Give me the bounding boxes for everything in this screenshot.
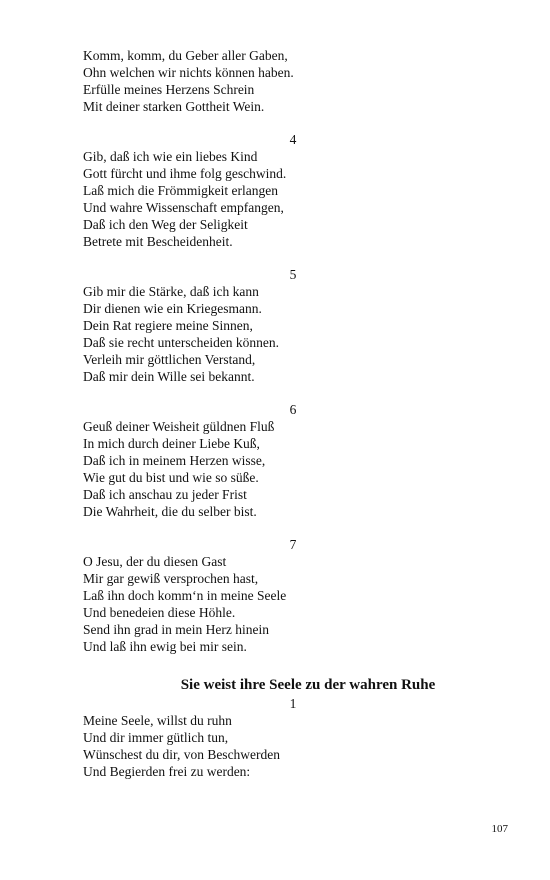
stanza-number: 4 [289,132,297,147]
verse-line: Meine Seele, willst du ruhn [83,713,232,728]
verse-line: Mir gar gewiß versprochen hast, [83,571,259,586]
section-title: Sie weist ihre Seele zu der wahren Ruhe [180,677,436,693]
stanza-4 [83,131,483,250]
verse-line: Daß ich in meinem Herzen wisse, [83,453,266,468]
verse-line: Geuß deiner Weisheit güldnen Fluß [83,419,275,434]
verse-line: Und benedeien diese Höhle. [83,605,236,620]
verse-line: Die Wahrheit, die du selber bist. [83,504,257,519]
verse-line: Laß mich die Frömmigkeit erlangen [83,183,278,198]
verse-line: O Jesu, der du diesen Gast [83,554,227,569]
verse-line: Wie gut du bist und wie so süße. [83,470,259,485]
verse-line: Mit deiner starken Gottheit Wein. [83,99,265,114]
verse-line: Laß ihn doch komm‘n in meine Seele [83,588,287,603]
verse-line: Daß sie recht unterscheiden können. [83,335,280,350]
verse-line: Wünschest du dir, von Beschwerden [83,747,281,762]
verse-line: Betrete mit Bescheidenheit. [83,234,233,249]
stanza-7 [83,536,483,655]
verse-line: Und wahre Wissenschaft empfangen, [83,200,284,215]
verse-line: Gib, daß ich wie ein liebes Kind [83,149,258,164]
verse-line: Gott fürcht und ihme folg geschwind. [83,166,287,181]
verse-line: Und dir immer gütlich tun, [83,730,229,745]
section-stanza-1 [83,695,483,780]
page-body [83,47,483,780]
verse-line: Dir dienen wie ein Kriegesmann. [83,301,262,316]
verse-line: Daß mir dein Wille sei bekannt. [83,369,255,384]
verse-line: Erfülle meines Herzens Schrein [83,82,255,97]
verse-line: Und Begierden frei zu werden: [83,764,251,779]
verse-line: In mich durch deiner Liebe Kuß, [83,436,260,451]
stanza-5 [83,266,483,385]
stanza-number: 6 [289,402,297,417]
verse-line: Dein Rat regiere meine Sinnen, [83,318,253,333]
verse-line: Verleih mir göttlichen Verstand, [83,352,256,367]
page-number: 107 [491,823,508,835]
verse-line: Gib mir die Stärke, daß ich kann [83,284,259,299]
verse-line: Komm, komm, du Geber aller Gaben, [83,48,288,63]
stanza-6 [83,401,483,520]
stanza-number: 5 [289,267,297,282]
stanza-number: 1 [289,696,297,711]
stanza-number: 7 [289,537,297,552]
verse-line: Daß ich anschau zu jeder Frist [83,487,247,502]
verse-line: Daß ich den Weg der Seligkeit [83,217,248,232]
verse-line: Ohn welchen wir nichts können haben. [83,65,294,80]
verse-line: Send ihn grad in mein Herz hinein [83,622,269,637]
stanza-continuation [83,47,483,115]
verse-line: Und laß ihn ewig bei mir sein. [83,639,247,654]
